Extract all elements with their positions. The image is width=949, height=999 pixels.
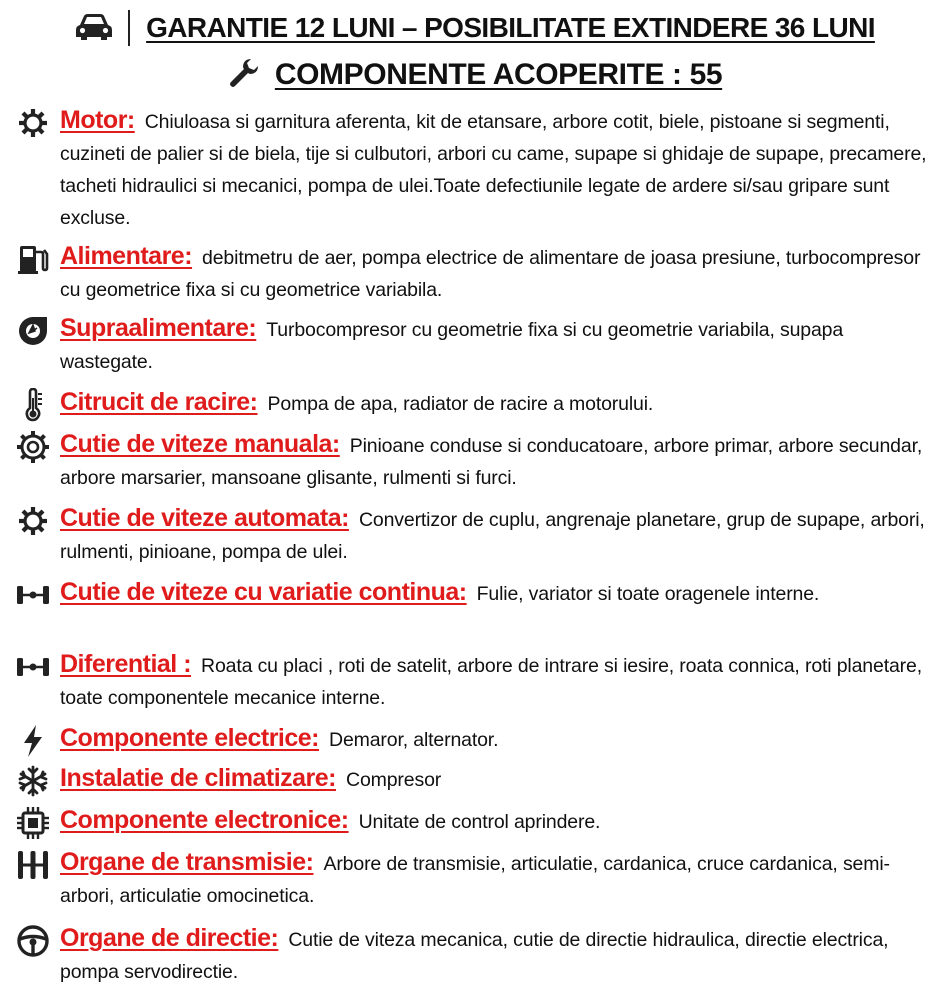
components-title: COMPONENTE ACOPERITE : 55 [274, 58, 723, 91]
item-description: Roata cu placi , roti de satelit, arbore de intrare si iesire, roata connica, roti planetare, toate componentele mecanice interne. [60, 655, 922, 709]
steering-wheel-icon [16, 924, 50, 958]
lightning-icon [16, 724, 50, 758]
item-description: Unitate de control aprindere. [358, 811, 601, 833]
item-description: Turbocompresor cu geometrie fixa si cu geometrie variabila, supapa wastegate. [60, 319, 844, 373]
item-description: Compresor [346, 769, 442, 791]
item-description: Fulie, variator si toate oragenele interne. [476, 583, 820, 605]
turbo-icon [16, 314, 50, 348]
item-label: Alimentare: [60, 242, 193, 270]
item-componente-electrice [16, 722, 941, 756]
item-description: Convertizor de cuplu, angrenaje planetare, grup de supape, arbori, rulmenti, pinioane, pompa de ulei. [60, 509, 925, 563]
item-label: Cutie de viteze automata: [60, 504, 349, 532]
components-header [0, 52, 949, 98]
item-alimentare [16, 240, 941, 306]
item-cutie-manuala [16, 428, 941, 494]
car-icon [74, 11, 114, 46]
item-label: Citrucit de racire: [60, 388, 258, 416]
item-description: Demaror, alternator. [329, 729, 499, 751]
item-cutie-cvt [16, 576, 941, 610]
item-componente-electronice [16, 804, 941, 838]
warranty-header [0, 6, 949, 50]
item-label: Componente electronice: [60, 806, 349, 834]
item-organe-transmisie [16, 846, 941, 912]
item-organe-directie [16, 922, 941, 988]
fuel-pump-icon [16, 242, 50, 276]
wrench-icon [227, 56, 275, 95]
header-divider [128, 10, 130, 46]
item-label: Diferential : [60, 650, 192, 678]
item-label: Organe de transmisie: [60, 848, 314, 876]
item-label: Supraalimentare: [60, 314, 257, 342]
item-description: Pompa de apa, radiator de racire a motorului. [267, 393, 654, 415]
item-supraalimentare [16, 312, 941, 378]
item-description: Chiuloasa si garnitura aferenta, kit de etansare, arbore cotit, biele, pistoane si segmenti, cuzineti de palier si de biela, tije si culbutori, arbori cu came, supape si ghidaje de supape, precamere, tacheti hidraulici si mecanici, pompa de ulei.Toate defectiunile legate de ardere si/sau gripare sunt excluse. [60, 111, 927, 229]
item-motor [16, 104, 941, 234]
gear-icon [16, 106, 50, 140]
item-diferential [16, 648, 941, 714]
item-description: Pinioane conduse si conducatoare, arbore primar, arbore secundar, arbore marsarier, mansoane glisante, rulmenti si furci. [60, 435, 923, 489]
item-label: Cutie de viteze manuala: [60, 430, 340, 458]
axle-icon [16, 578, 50, 612]
gear-icon [16, 504, 50, 538]
snowflake-icon [16, 764, 50, 798]
warranty-title: GARANTIE 12 LUNI – POSIBILITATE EXTINDERE 36 LUNI [146, 12, 875, 43]
chip-icon [16, 806, 50, 840]
item-climatizare [16, 762, 941, 796]
item-description: debitmetru de aer, pompa electrice de alimentare de joasa presiune, turbocompresor cu geometrice fixa si cu geometrice variabila. [60, 247, 921, 301]
item-cutie-automata [16, 502, 941, 568]
transmission-icon [16, 848, 50, 882]
item-label: Componente electrice: [60, 724, 320, 752]
item-label: Cutie de viteze cu variatie continua: [60, 578, 467, 606]
item-label: Instalatie de climatizare: [60, 764, 337, 792]
thermometer-icon [16, 388, 50, 422]
axle-icon [16, 650, 50, 684]
item-label: Motor: [60, 106, 135, 134]
item-description: Arbore de transmisie, articulatie, cardanica, cruce cardanica, semi-arbori, articulatie omocinetica. [60, 853, 890, 907]
item-label: Organe de directie: [60, 924, 279, 952]
item-description: Cutie de viteza mecanica, cutie de directie hidraulica, directie electrica, pompa servodirectie. [60, 929, 889, 983]
item-racire [16, 386, 941, 420]
gear-circle-icon [16, 430, 50, 464]
